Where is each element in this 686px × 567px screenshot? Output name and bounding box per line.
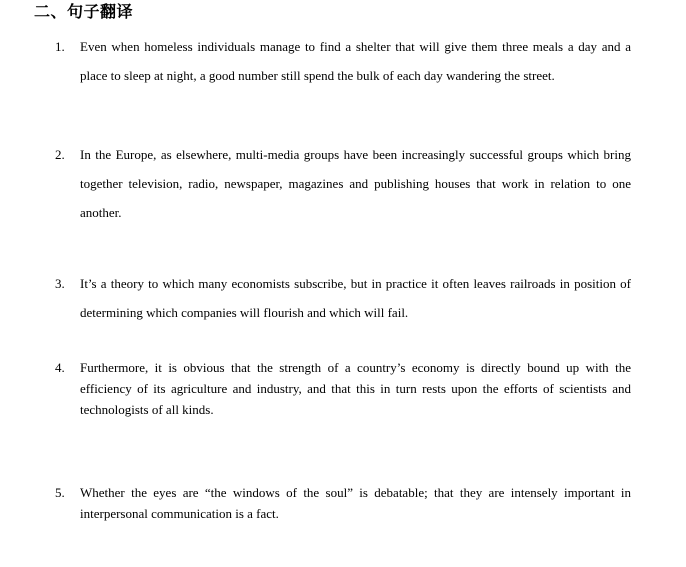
item-text: It’s a theory to which many economists subscribe, but in practice it often leaves railroads in position of determining which companies will flourish and which will fail. xyxy=(80,276,631,320)
translation-item xyxy=(55,357,631,420)
item-number: 1. xyxy=(55,39,65,54)
section-title: 二、句子翻译 xyxy=(34,4,134,21)
item-text: Whether the eyes are “the windows of the soul” is debatable; that they are intensely important in interpersonal communication is a fact. xyxy=(80,485,631,521)
item-text: Even when homeless individuals manage to find a shelter that will give them three meals a day and a place to sleep at night, a good number still spend the bulk of each day wandering the street. xyxy=(80,39,631,83)
translation-item xyxy=(55,140,631,227)
translation-item xyxy=(55,32,631,90)
item-number: 5. xyxy=(55,485,65,500)
item-number: 4. xyxy=(55,360,65,375)
translation-item xyxy=(55,269,631,327)
item-number: 3. xyxy=(55,276,65,291)
item-text: Furthermore, it is obvious that the strength of a country’s economy is directly bound up with the efficiency of its agriculture and industry, and that this in turn rests upon the efforts of scientists and technologists of all kinds. xyxy=(80,360,631,417)
item-text: In the Europe, as elsewhere, multi-media groups have been increasingly successful groups which bring together television, radio, newspaper, magazines and publishing houses that work in relation to one another. xyxy=(80,147,631,220)
item-number: 2. xyxy=(55,147,65,162)
translation-item xyxy=(55,482,631,524)
